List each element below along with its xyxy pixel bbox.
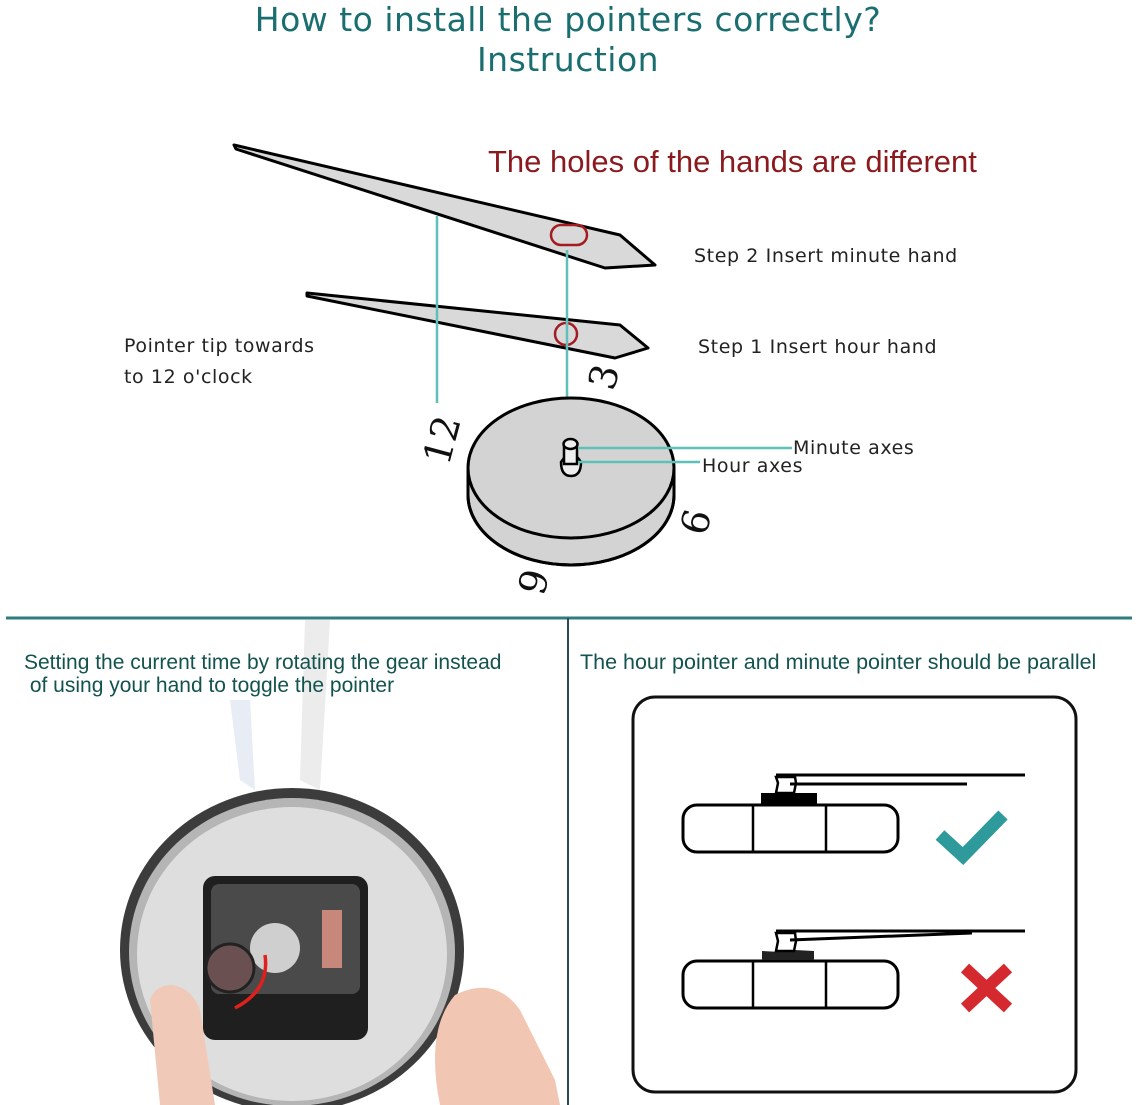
clock-movement-disc [468,398,674,565]
axis-post [561,439,581,476]
holes-different-heading: The holes of the hands are different [488,144,977,179]
minute-axes-label: Minute axes [793,437,915,459]
dial-number-12: 12 [414,410,470,470]
page-subtitle-instruction: Instruction [476,40,660,79]
parallel-caption: The hour pointer and minute pointer should be parallel [580,650,1097,674]
step1-label: Step 1 Insert hour hand [698,336,938,358]
dial-number-3: 3 [579,359,629,395]
dial-number-6: 6 [671,504,721,540]
page-title: How to install the pointers correctly? [254,0,882,39]
step2-label: Step 2 Insert minute hand [694,245,958,267]
gear-caption-line1: Setting the current time by rotating the gear instead [24,651,502,674]
hour-axes-label: Hour axes [702,455,804,477]
gear-caption-line2: of using your hand to toggle the pointer [24,674,395,697]
parallel-comparison-box [633,697,1076,1092]
dial-number-9: 9 [509,564,559,600]
pointer-note-line1: Pointer tip towards [124,335,315,357]
hour-hand [307,293,648,358]
pointer-note-line2: to 12 o'clock [124,366,253,388]
